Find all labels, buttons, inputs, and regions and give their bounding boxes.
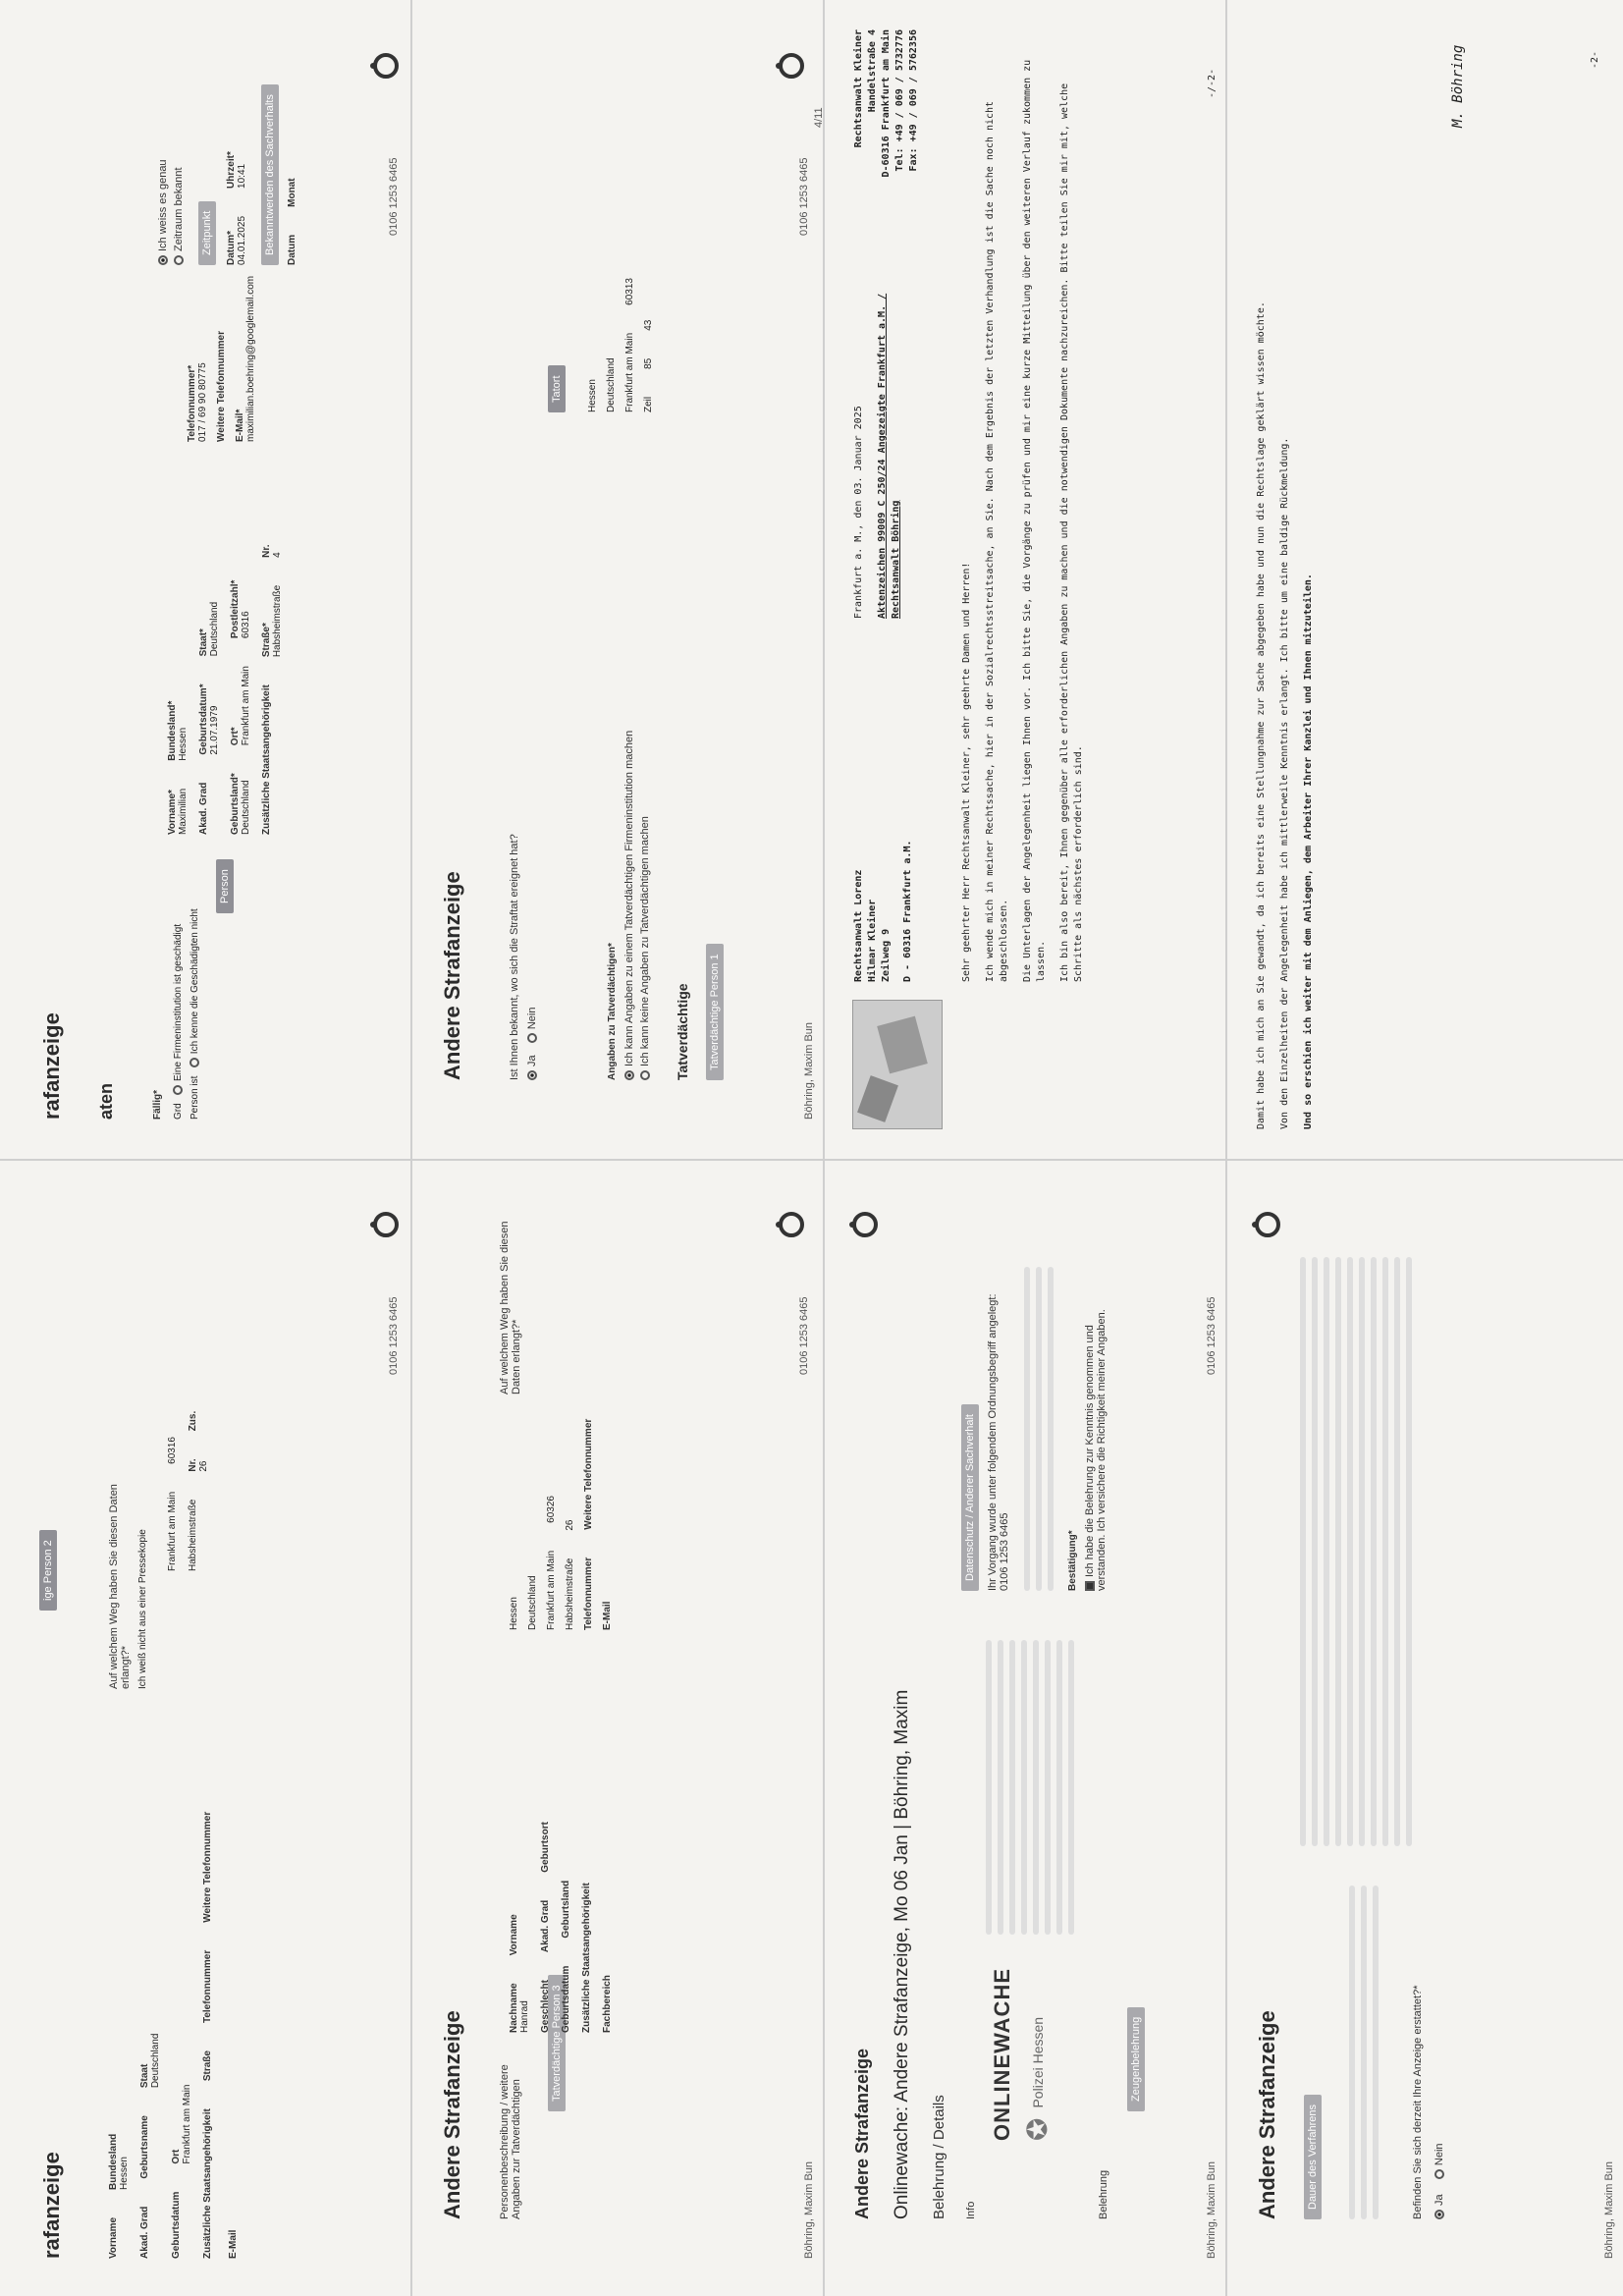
- verfahren-text: [1343, 1886, 1384, 2219]
- footer-phone: 0106 1253 6465: [798, 157, 810, 236]
- staat-label: Staat*: [198, 629, 209, 657]
- vorname-label: Vorname: [108, 2216, 119, 2259]
- polizei-logo-icon: [1255, 1212, 1280, 1237]
- bestaetigung-label: Bestätigung*: [1067, 1530, 1078, 1591]
- datum-value[interactable]: 04.01.2025: [237, 215, 247, 265]
- telefon-label: Telefonnummer: [202, 1949, 213, 2024]
- zeitpunkt-block: [157, 49, 298, 265]
- telefon-label: Telefonnummer*: [187, 364, 197, 442]
- email-label: E-Mail: [602, 1601, 613, 1630]
- section-person-2: ige Person 2: [39, 1530, 57, 1611]
- uhrzeit-label: Uhrzeit*: [226, 151, 237, 189]
- ort-value[interactable]: Frankfurt am Main: [546, 1550, 557, 1630]
- footer-phone: 0106 1253 6465: [388, 1296, 400, 1375]
- email-value[interactable]: maximilian.boehring@googlemail.com: [245, 275, 256, 442]
- form-page-tatort: [410, 0, 823, 1159]
- zeitpunkt-range-radio[interactable]: [174, 255, 184, 265]
- sender-fax: Fax: +49 / 069 / 5762356: [908, 29, 919, 172]
- polizei-logo-icon: [373, 1212, 399, 1237]
- vorname-label: Vorname*: [167, 790, 178, 835]
- letter-body: [960, 59, 1096, 982]
- page-title: Andere Strafanzeige: [852, 2048, 872, 2219]
- vorgang-block: [960, 1267, 1108, 1591]
- firma-option-radio[interactable]: [173, 1085, 183, 1095]
- zeitpunkt-option-label: Ich weiss es genau: [157, 159, 169, 251]
- akad-label: Akad. Grad: [139, 2206, 150, 2259]
- form-page-verfahren: [1225, 1159, 1623, 2296]
- staat-value[interactable]: Deutschland: [209, 601, 220, 657]
- bestaetigung-checkbox[interactable]: [1085, 1581, 1095, 1591]
- tatverdaechtige-heading: Tatverdächtige: [675, 983, 690, 1080]
- verfahren-blurred-content: [1294, 1257, 1418, 1846]
- weg-answer[interactable]: Ich weiß nicht aus einer Pressekopie: [137, 1529, 148, 1689]
- ort-bekannt-ja-radio[interactable]: [527, 1070, 537, 1080]
- tatort-fields: [587, 79, 654, 412]
- weg-block: [108, 1473, 148, 1689]
- radio-nein-label: Nein: [526, 1007, 538, 1030]
- belehrung-label: Belehrung: [1098, 2169, 1109, 2219]
- ort-bekannt-nein-radio[interactable]: [527, 1033, 537, 1043]
- vorname-label: Vorname: [509, 1914, 519, 1956]
- akad-label: Akad. Grad: [540, 1899, 551, 1953]
- tatort-staat-value[interactable]: Deutschland: [606, 357, 617, 412]
- angaben-option-label: Ich kann Angaben zu einem Tatverdächtigen Firmeninstitution machen: [623, 730, 635, 1066]
- page-title: Andere Strafanzeige: [1255, 2010, 1279, 2219]
- sender-tel: Tel: +49 / 069 / 5732776: [894, 29, 905, 172]
- letter-paragraph: Von den Einzelheiten der Angelegenheit habe ich mittlerweile Kenntnis erlangt. Ich bitte um eine baldige Rückmeldung.: [1279, 437, 1290, 1129]
- page-mark: -2-: [1590, 50, 1600, 69]
- verfahren-question: Befinden Sie sich derzeit Ihre Anzeige erstattet?*: [1412, 1985, 1424, 2219]
- weg-block: [499, 1218, 522, 1394]
- vorname-value[interactable]: Maximilian: [178, 788, 189, 835]
- zeitpunkt-section: Zeitpunkt: [198, 201, 216, 265]
- recipient-line: Rechtsanwalt Lorenz: [853, 869, 864, 982]
- firma-option-label: Eine Firmeninstitution ist geschädigt: [173, 923, 184, 1081]
- recipient-block: [852, 658, 915, 982]
- ort-bekannt-question: Ist Ihnen bekannt, wo sich die Straftat ereignet hat?: [509, 834, 520, 1080]
- nachname-value[interactable]: Hanrad: [519, 2000, 530, 2033]
- datum-label: Datum*: [226, 230, 237, 265]
- letterhead-photo: [852, 1000, 943, 1129]
- staat-value[interactable]: Deutschland: [527, 1575, 538, 1630]
- page-subheading: Belehrung / Details: [931, 2095, 947, 2219]
- firma-block: [152, 908, 200, 1120]
- ort-value[interactable]: Frankfurt am Main: [182, 2084, 192, 2164]
- verfahren-question-block: [1412, 1986, 1445, 2219]
- form-page-belehrung: [823, 1159, 1225, 2296]
- footer-phone: 0106 1253 6465: [798, 1296, 810, 1375]
- footer-phone: 0106 1253 6465: [1206, 1296, 1217, 1375]
- sachverhalt-section: Bekanntwerden des Sachverhalts: [261, 84, 279, 265]
- email-label: E-Mail*: [235, 409, 245, 442]
- geschlecht-label: Geschlecht: [540, 1980, 551, 2033]
- ort-bekannt-block: [509, 834, 538, 1080]
- bundesland-label: Bundesland*: [167, 700, 178, 761]
- bundesland-value[interactable]: Hessen: [178, 727, 189, 761]
- belehrung-text: [980, 1640, 1080, 1935]
- form-page-person-3: [410, 1159, 823, 2296]
- staat-label: Staat: [139, 2063, 150, 2089]
- firma-option-label: Ich kenne die Geschädigten nicht: [189, 908, 200, 1055]
- letter-salutation: Sehr geehrter Herr Rechtsanwalt Kleiner, sehr geehrte Damen und Herren!: [961, 562, 972, 982]
- strasse-value[interactable]: Habsheimstraße: [272, 584, 283, 658]
- ort-label: Ort: [171, 2149, 182, 2164]
- strasse-label: Straße*: [261, 623, 272, 658]
- zusatz-label: Zusätzliche Staatsangehörigkeit: [581, 1883, 592, 2033]
- plz-value[interactable]: 60316: [241, 611, 251, 639]
- geburtsdatum-label: Geburtsdatum: [561, 1965, 571, 2033]
- zusatz-label: Zusätzliche Staatsangehörigkeit: [261, 684, 272, 835]
- geburtsdatum-value[interactable]: 21.07.1979: [209, 705, 220, 755]
- plz-label: Postleitzahl*: [230, 579, 241, 639]
- tatort-nr-value[interactable]: 85: [643, 357, 654, 369]
- form-page-personal-data: [0, 0, 410, 1159]
- plz-value[interactable]: 60326: [546, 1496, 557, 1523]
- personenbeschreibung-label: Personenbeschreibung / weitere Angaben zur Tatverdächtigen: [499, 2064, 522, 2219]
- weitere-telefon-label: Weitere Telefonnummer: [202, 1811, 213, 1923]
- geburtsland-label: Geburtsland: [561, 1880, 571, 1939]
- ort2-value[interactable]: Frankfurt am Main: [167, 1491, 178, 1571]
- person-2-address: [167, 1257, 209, 1571]
- tatort-section: Tatort: [548, 365, 566, 412]
- nr-label: Nr.: [261, 544, 272, 558]
- uhrzeit-value[interactable]: 10:41: [237, 163, 247, 189]
- radio-ja-label: Ja: [526, 1055, 538, 1066]
- notice-section: Datenschutz / Anderer Sachverhalt: [961, 1404, 979, 1591]
- weitere-telefon-label: Weitere Telefonnummer: [583, 1418, 594, 1530]
- weg-question: Auf welchem Weg haben Sie diesen Daten erlangt?*: [108, 1484, 132, 1689]
- footer-left: Böhring, Maxim Bun: [803, 2160, 815, 2259]
- brand-sub: Polizei Hessen: [1029, 2016, 1046, 2108]
- letter-page-1: [823, 0, 1225, 1159]
- fachbereich-label: Fachbereich: [602, 1975, 613, 2033]
- verfahren-ja-radio[interactable]: [1434, 2210, 1444, 2219]
- letter-page-2: [1225, 0, 1623, 1159]
- geburtsort-label: Geburtsort: [540, 1822, 551, 1873]
- geburtsdatum-label: Geburtsdatum: [171, 2191, 182, 2259]
- tatort-bundesland-value[interactable]: Hessen: [587, 379, 598, 412]
- geburtsdatum-label: Geburtsdatum*: [198, 683, 209, 755]
- tatort-plz-value[interactable]: 60313: [624, 278, 635, 305]
- verfahren-section: Dauer des Verfahrens: [1304, 2095, 1322, 2219]
- page-heading: Onlinewache: Andere Strafanzeige, Mo 06 Jan | Böhring, Maxim: [892, 1689, 912, 2219]
- zus-label: Zus.: [188, 1410, 198, 1432]
- akad-label: Akad. Grad: [198, 782, 209, 835]
- recipient-line: Hilmar Kleiner: [867, 899, 878, 982]
- polizei-logo-icon: [852, 1212, 878, 1237]
- form-page-person-2: [0, 1159, 410, 2296]
- bundesland-value[interactable]: Hessen: [119, 2157, 130, 2190]
- vorgang-text: Ihr Vorgang wurde unter folgendem Ordnungsbegriff angelegt: 0106 1253 6465: [987, 1293, 1010, 1591]
- strasse-value[interactable]: Habsheimstraße: [565, 1558, 575, 1630]
- letter-body-2: [1255, 69, 1325, 1129]
- brand-block: [990, 1968, 1054, 2141]
- page-title: Andere Strafanzeige: [440, 2010, 464, 2219]
- bestaetigung-text: Ich habe die Belehrung zur Kenntnis genommen und verstanden. Ich versichere die Richtigkeit meiner Angaben.: [1084, 1309, 1108, 1591]
- person-3-fields: [509, 1620, 613, 2033]
- recipient-line: Zeilweg 9: [881, 928, 892, 982]
- radio-ja-label: Ja: [1434, 2194, 1445, 2206]
- ort-label: Ort*: [230, 727, 241, 746]
- firma-label: Fällig*: [152, 1089, 163, 1120]
- contact-fields: [187, 246, 256, 442]
- tatort-strasse-value[interactable]: Zeil: [643, 396, 654, 412]
- aktenzeichen: Aktenzeichen 99009 C 250/24 Angezeigte Frankfurt a.M. / Rechtsanwalt Böhring: [877, 293, 901, 619]
- monat-label: Monat: [287, 178, 298, 207]
- belehrung-section: Zeugenbelehrung: [1127, 2007, 1145, 2111]
- letter-paragraph: Ich bin also bereit, Ihnen gegenüber alle erforderlichen Angaben zu machen und die notwendigen Dokumente nachzureichen. Bitte teilen Sie mir mit, welche Schritte als nächstes erforderlich sind.: [1059, 82, 1084, 982]
- person-3-address: [509, 1336, 613, 1630]
- zeitpunkt-exact-radio[interactable]: [158, 255, 168, 265]
- police-star-icon: ✪: [1022, 2117, 1053, 2141]
- tatort-ort-value[interactable]: Frankfurt am Main: [624, 332, 635, 412]
- page-mark: -/-2-: [1207, 68, 1217, 98]
- letter-paragraph: Ich wende mich in meiner Rechtssache, hier in der Sozialrechtsstreitsache, an Sie. Nach dem Ergebnis der letzten Verhandlung ist die Sache noch nicht abgeschlossen.: [985, 100, 1009, 982]
- info-label: Info: [965, 2201, 977, 2219]
- telefon-label: Telefonnummer: [583, 1557, 594, 1630]
- sender-street: Handelstraße 4: [867, 29, 878, 113]
- letter-closing: Und so erschien ich weiter mit dem Anliegen, dem Arbeiter Ihrer Kanzlei und Ihnen mitzuteilen.: [1303, 574, 1314, 1129]
- firma-prefix: Grd: [173, 1103, 184, 1120]
- nr-value[interactable]: 26: [565, 1519, 575, 1531]
- weitere-telefon-label: Weitere Telefonnummer: [216, 331, 227, 442]
- brand-name: ONLINEWACHE: [990, 1968, 1014, 2141]
- sender-block: [852, 29, 921, 246]
- plz2-value[interactable]: 60316: [167, 1437, 178, 1464]
- firma-prefix: Person ist: [189, 1075, 200, 1120]
- angaben-label: Angaben zu Tatverdächtigen*: [607, 943, 618, 1080]
- zusatz-label: Zusätzliche Staatsangehörigkeit: [202, 2108, 213, 2259]
- nr2-value[interactable]: 26: [198, 1460, 209, 1472]
- tatverdaechtige-section: Tatverdächtige Person 1: [706, 944, 724, 1080]
- sender-name: Rechtsanwalt Kleiner: [853, 29, 864, 148]
- email-label: E-Mail: [228, 2229, 239, 2259]
- bundesland-label: Bundesland: [108, 2133, 119, 2190]
- geburtsname-label: Geburtsname: [139, 2115, 150, 2179]
- page-counter: 4/11: [813, 107, 825, 128]
- polizei-logo-icon: [373, 53, 399, 79]
- letter-paragraph: Damit habe ich mich an Sie gewandt, da ich bereits eine Stellungnahme zur Sache abgegeben habe und nun die Rechtslage geklärt wissen möchte.: [1256, 301, 1267, 1129]
- page-title: rafanzeige: [39, 1012, 64, 1120]
- footer-left: Böhring, Maxim Bun: [1206, 2160, 1217, 2259]
- polizei-logo-icon: [779, 1212, 804, 1237]
- angaben-block: [607, 731, 724, 1080]
- angaben-option-radio[interactable]: [624, 1070, 634, 1080]
- bundesland-value[interactable]: Hessen: [509, 1597, 519, 1630]
- section-person: Person: [216, 859, 234, 913]
- nr-value[interactable]: 4: [272, 552, 283, 558]
- date-block: [852, 285, 903, 619]
- section-heading: aten: [96, 1082, 116, 1120]
- personenbeschreibung-block: [499, 2023, 522, 2219]
- footer-left: Böhring, Maxim Bun: [803, 1021, 815, 1120]
- polizei-logo-icon: [779, 53, 804, 79]
- zeitpunkt-option-label: Zeitraum bekannt: [173, 167, 185, 251]
- staat-value[interactable]: Deutschland: [150, 2033, 161, 2089]
- geburtsland-label: Geburtsland*: [230, 773, 241, 835]
- footer-left: Böhring, Maxim Bun: [1603, 2160, 1615, 2259]
- page-title: Andere Strafanzeige: [440, 871, 464, 1080]
- sender-city: D-60316 Frankfurt am Main: [881, 29, 892, 178]
- firma-option-radio[interactable]: [189, 1058, 199, 1067]
- strasse2-value[interactable]: Habsheimstraße: [188, 1499, 198, 1571]
- datum2-label: Datum: [287, 234, 298, 265]
- recipient-city: D - 60316 Frankfurt a.M.: [902, 840, 913, 982]
- angaben-option-radio[interactable]: [640, 1070, 650, 1080]
- verfahren-nein-radio[interactable]: [1434, 2169, 1444, 2179]
- geburtsland-value[interactable]: Deutschland: [241, 780, 251, 835]
- signature: M. Böhring: [1450, 44, 1466, 128]
- nachname-label: Nachname: [509, 1983, 519, 2033]
- letter-paragraph: Die Unterlagen der Angelegenheit liegen Ihnen vor. Ich bitte Sie, die Vorgänge zu prüfen und mir eine kurze Mitteilung über den weiteren Verlauf zukommen zu lassen.: [1022, 59, 1047, 982]
- nr-label: Nr.: [188, 1458, 198, 1472]
- person-fields: [167, 462, 283, 835]
- radio-nein-label: Nein: [1434, 2143, 1445, 2166]
- ort-value[interactable]: Frankfurt am Main: [241, 666, 251, 746]
- footer-phone: 0106 1253 6465: [388, 157, 400, 236]
- person-fields: [108, 1709, 241, 2259]
- page-title: rafanzeige: [39, 2152, 64, 2259]
- strasse-label: Straße: [202, 2050, 213, 2082]
- letter-date: Frankfurt a. M., den 03. Januar 2025: [853, 406, 864, 619]
- person-3-section: Tatverdächtige Person 3: [548, 1975, 566, 2111]
- tatort-zus-value[interactable]: 43: [643, 319, 654, 331]
- weg-question: Auf welchem Weg haben Sie diesen Daten erlangt?*: [499, 1221, 522, 1394]
- telefon-value[interactable]: 017 / 69 90 80775: [197, 362, 208, 442]
- angaben-option-label: Ich kann keine Angaben zu Tatverdächtigen machen: [639, 816, 651, 1066]
